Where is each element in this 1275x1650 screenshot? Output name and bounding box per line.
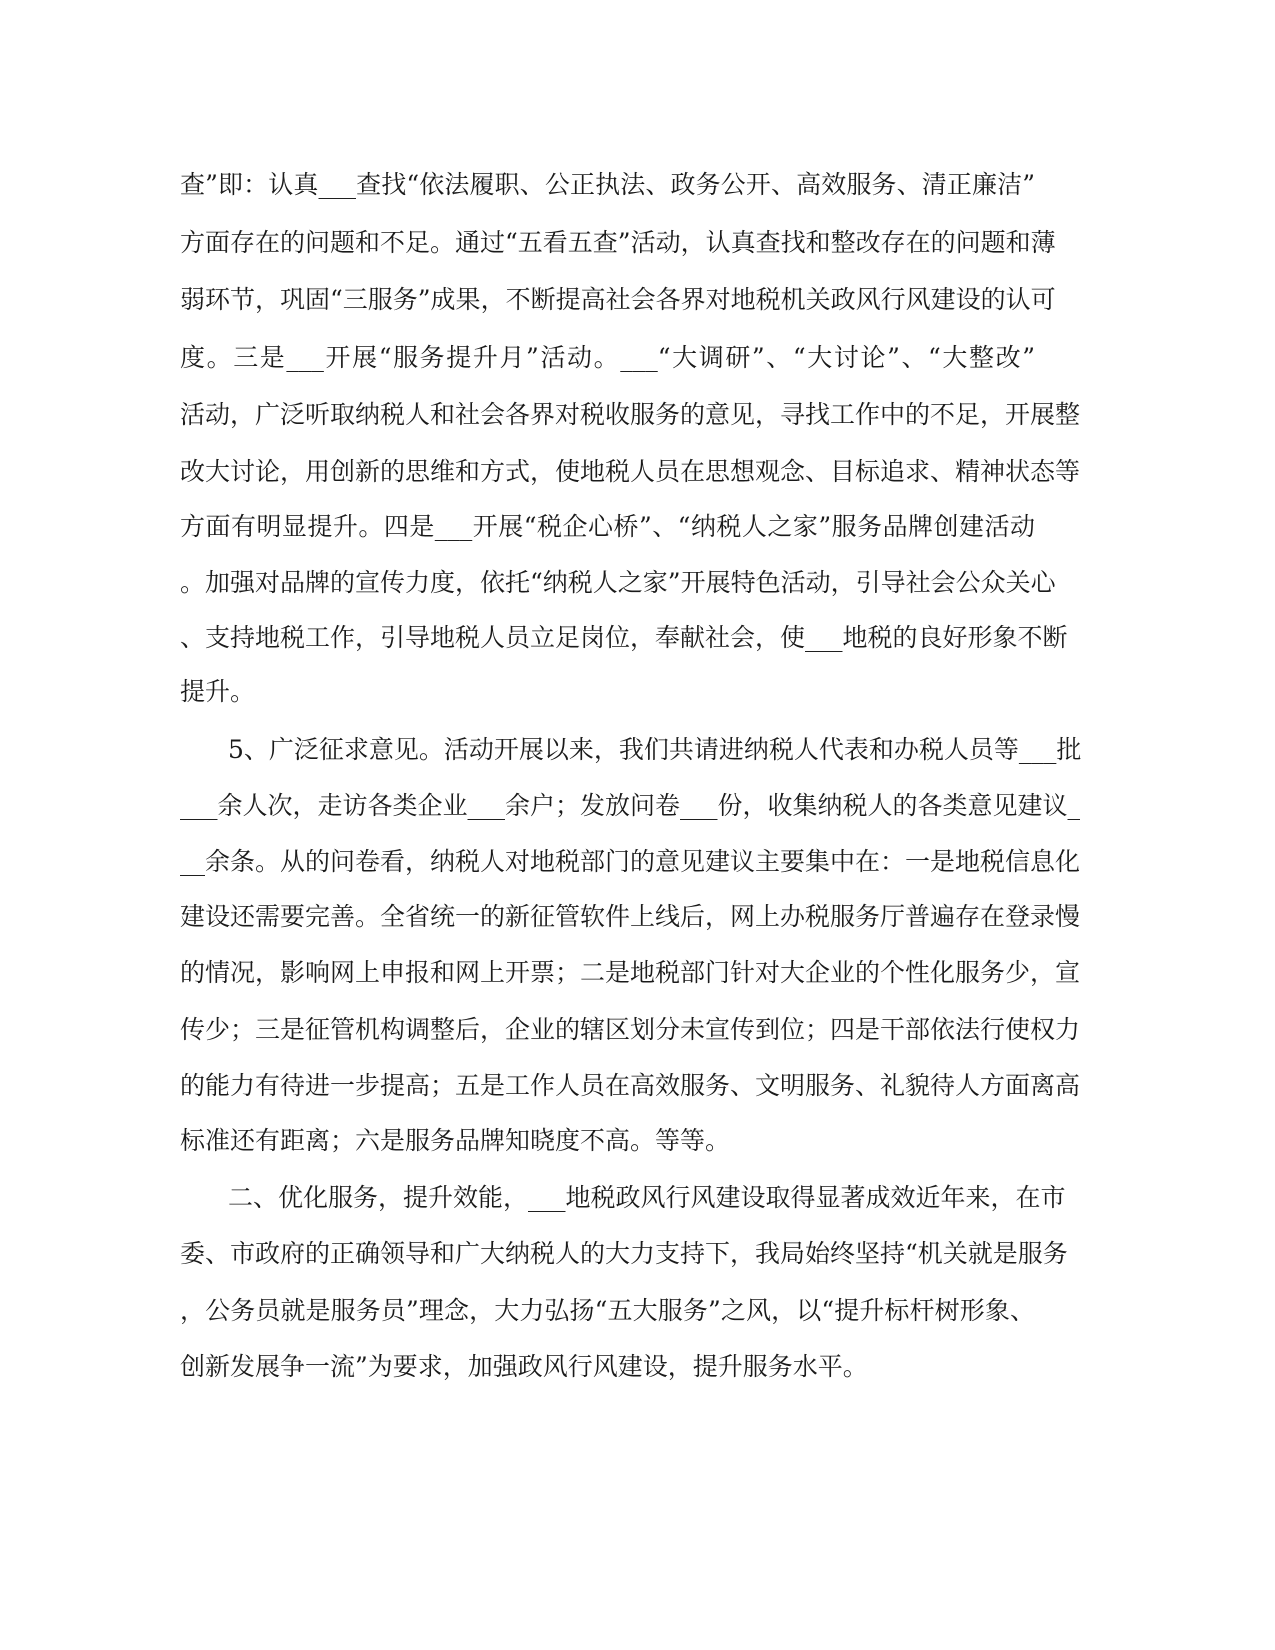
- text-line: ，公务员就是服务员”理念，大力弘扬“五大服务”之风，以“提升标杆树形象、: [180, 1296, 1035, 1325]
- text-line: 方面有明显提升。四是___开展“税企心桥”、“纳税人之家”服务品牌创建活动: [180, 512, 1035, 541]
- text-line: 的能力有待进一步提高；五是工作人员在高效服务、文明服务、礼貌待人方面离高: [180, 1071, 1081, 1100]
- text-line: 方面存在的问题和不足。通过“五看五查”活动，认真查找和整改存在的问题和薄: [180, 228, 1056, 257]
- text-line: 建设还需要完善。全省统一的新征管软件上线后，网上办税服务厅普遍存在登录慢: [180, 902, 1081, 931]
- text-line: ___余人次，走访各类企业___余户；发放问卷___份，收集纳税人的各类意见建议_: [180, 791, 1081, 820]
- text-line: 传少；三是征管机构调整后，企业的辖区划分未宣传到位；四是干部依法行使权力: [180, 1015, 1081, 1044]
- text-line: 5、广泛征求意见。活动开展以来，我们共请进纳税人代表和办税人员等___批: [228, 735, 1082, 764]
- text-line: 的情况，影响网上申报和网上开票；二是地税部门针对大企业的个性化服务少，宣: [180, 958, 1081, 987]
- text-line: 改大讨论，用创新的思维和方式，使地税人员在思想观念、目标追求、精神状态等: [180, 457, 1081, 486]
- text-line: 。加强对品牌的宣传力度，依托“纳税人之家”开展特色活动，引导社会公众关心: [180, 568, 1056, 597]
- text-line: 创新发展争一流”为要求，加强政风行风建设，提升服务水平。: [180, 1352, 868, 1381]
- text-line: 弱环节，巩固“三服务”成果，不断提高社会各界对地税机关政风行风建设的认可: [180, 285, 1056, 314]
- text-line: 度。三是___开展“服务提升月”活动。___“大调研”、“大讨论”、“大整改”: [180, 343, 1035, 372]
- text-line: 提升。: [180, 677, 256, 706]
- text-line: 委、市政府的正确领导和广大纳税人的大力支持下，我局始终坚持“机关就是服务: [180, 1239, 1068, 1268]
- text-line: 查”即：认真___查找“依法履职、公正执法、政务公开、高效服务、清正廉洁”: [180, 170, 1035, 199]
- text-line: 、支持地税工作，引导地税人员立足岗位，奉献社会，使___地税的良好形象不断: [180, 623, 1068, 652]
- text-line: __余条。从的问卷看，纳税人对地税部门的意见建议主要集中在：一是地税信息化: [180, 847, 1081, 876]
- text-line: 活动，广泛听取纳税人和社会各界对税收服务的意见，寻找工作中的不足，开展整: [180, 400, 1081, 429]
- text-line: 标准还有距离；六是服务品牌知晓度不高。等等。: [180, 1126, 731, 1155]
- text-line: 二、优化服务，提升效能，___地税政风行风建设取得显著成效近年来，在市: [228, 1183, 1066, 1212]
